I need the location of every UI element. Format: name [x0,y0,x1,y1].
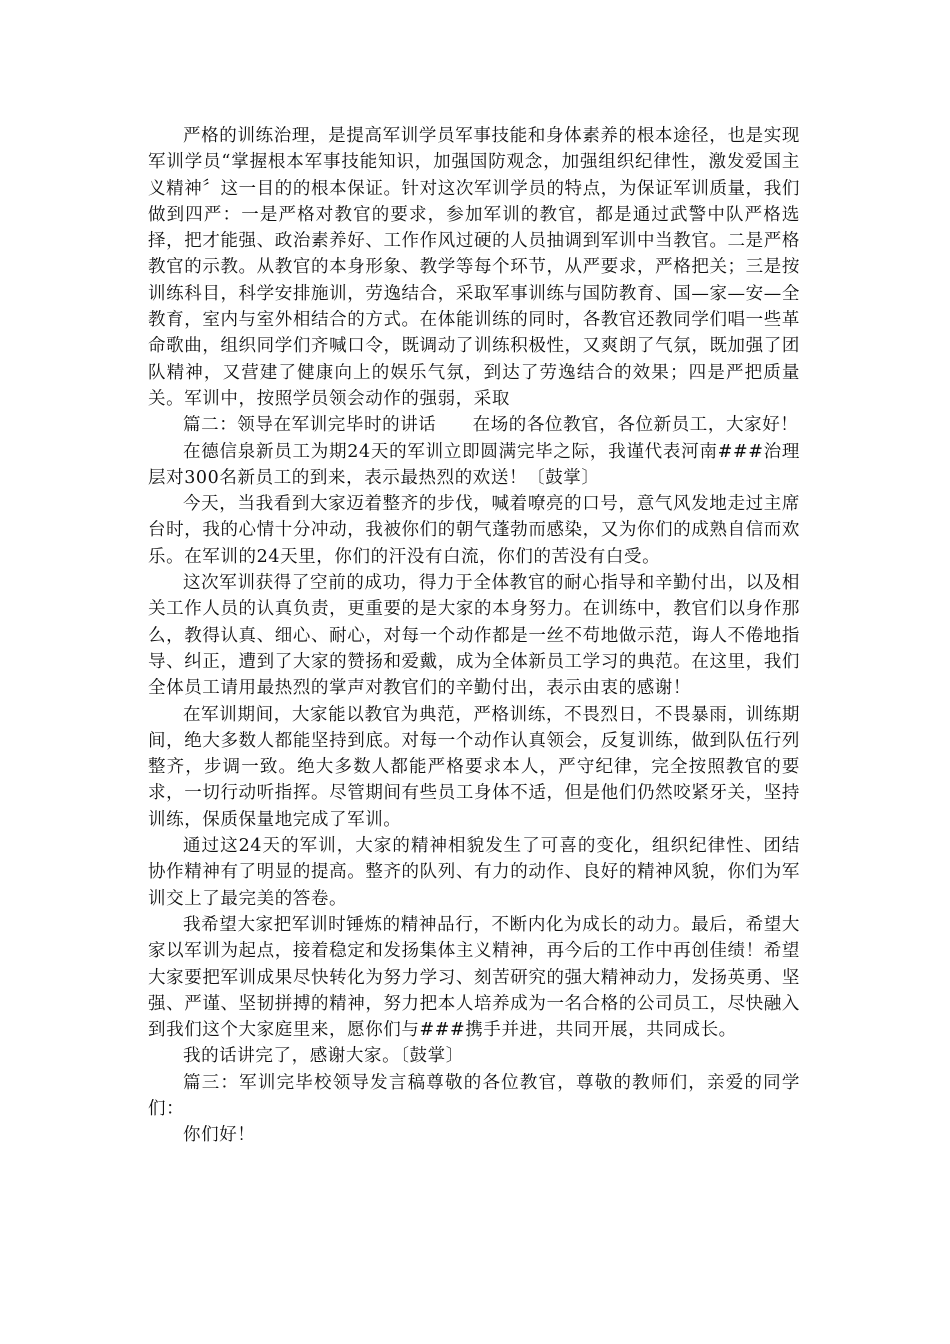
paragraph-changes: 通过这24天的军训，大家的精神相貌发生了可喜的变化，组织纪律性、团结协作精神有了明显的提高。整齐的队列、有力的动作、良好的精神风貌，你们为军训交上了最完美的答卷。 [148,836,800,909]
paragraph-closing: 我的话讲完了，感谢大家。〔鼓掌〕 [183,1046,464,1067]
paragraph-training-period: 在军训期间，大家能以教官为典范，严格训练，不畏烈日，不畏暴雨，训练期间，绝大多数人都能坚持到底。对每一个动作认真领会，反复训练，做到队伍行列整齐，步调一致。绝大多数人都能严格要求本人，严守纪律，完全按照教官的要求，一切行动听指挥。尽管期间有些员工身体不适，但是他们仍然咬紧牙关，坚持训练，保质保量地完成了军训。 [148,704,800,830]
paragraph-today: 今天，当我看到大家迈着整齐的步伐，喊着嘹亮的口号，意气风发地走过主席台时，我的心情十分冲动，我被你们的朝气蓬勃而感染，又为你们的成熟自信而欢乐。在军训的24天里，你们的汗没有白流，你们的苦没有白受。 [148,494,800,567]
paragraph-welcome: 在德信泉新员工为期24天的军训立即圆满完毕之际，我谨代表河南###治理层对300名新员工的到来，表示最热烈的欢送！〔鼓掌〕 [148,441,800,488]
paragraph-greeting: 你们好！ [183,1125,256,1146]
paragraph-part-two-heading: 篇二：领导在军训完毕时的讲话 在场的各位教官，各位新员工，大家好！ [183,415,799,436]
paragraph-training-management: 严格的训练治理，是提高军训学员军事技能和身体素养的根本途径，也是实现军训学员“掌握根本军事技能知识，加强国防观念，加强组织纪律性，激发爱国主义精神〞这一目的的根本保证。针对这次军训学员的特点，为保证军训质量，我们做到四严：一是严格对教官的要求，参加军训的教官，都是通过武警中队严格选择，把才能强、政治素养好、工作作风过硬的人员抽调到军训中当教官。二是严格教官的示教。从教官的本身形象、教学等每个环节，从严要求，严格把关；三是按训练科目，科学安排施训，劳逸结合，采取军事训练与国防教育、国—家—安—全教育，室内与室外相结合的方式。在体能训练的同时，各教官还教同学们唱一些革命歌曲，组织同学们齐喊口令，既调动了训练积极性，又爽朗了气氛，既加强了团队精神，又营建了健康向上的娱乐气氛，到达了劳逸结合的效果；四是严把质量关。军训中，按照学员领会动作的强弱，采取 [148,126,800,409]
paragraph-hopes: 我希望大家把军训时锤炼的精神品行，不断内化为成长的动力。最后，希望大家以军训为起点，接着稳定和发扬集体主义精神，再今后的工作中再创佳绩！希望大家要把军训成果尽快转化为努力学习、刻苦研究的强大精神动力，发扬英勇、坚强、严谨、坚韧拼搏的精神，努力把本人培养成为一名合格的公司员工，尽快融入到我们这个大家庭里来，愿你们与###携手并进，共同开展，共同成长。 [148,914,800,1041]
paragraph-success: 这次军训获得了空前的成功，得力于全体教官的耐心指导和辛勤付出，以及相关工作人员的认真负责，更重要的是大家的本身努力。在训练中，教官们以身作那么，教得认真、细心、耐心，对每一个动作都是一丝不苟地做示范，诲人不倦地指导、纠正，遭到了大家的赞扬和爱戴，成为全体新员工学习的典范。在这里，我们全体员工请用最热烈的掌声对教官们的辛勤付出，表示由衷的感谢！ [148,573,800,699]
paragraph-part-three-heading: 篇三：军训完毕校领导发言稿尊敬的各位教官，尊敬的教师们，亲爱的同学们： [148,1072,800,1119]
document-body [148,123,800,1149]
